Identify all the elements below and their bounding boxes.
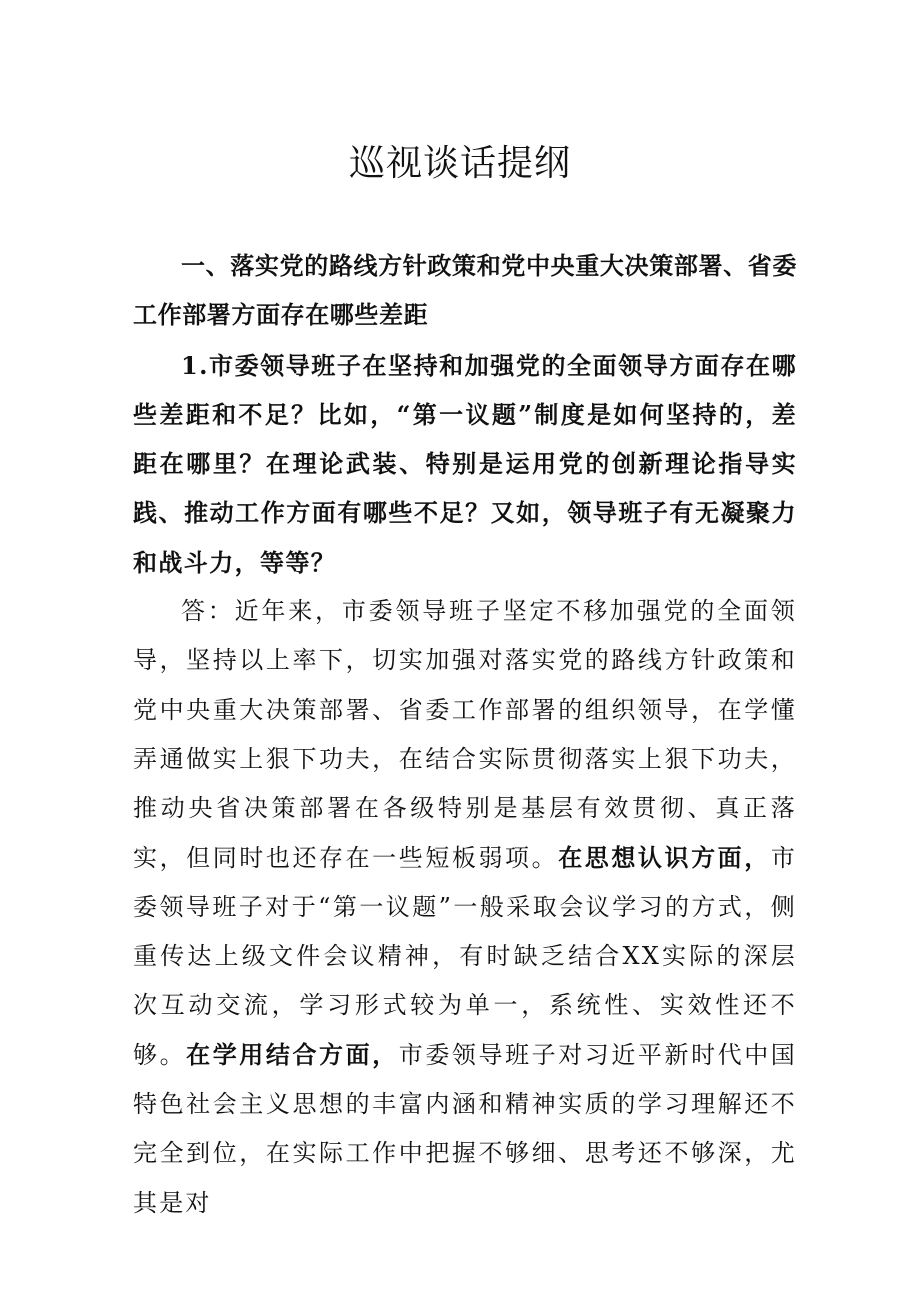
answer-paragraph <box>133 587 797 1228</box>
question-1: 1.市委领导班子在坚持和加强党的全面领导方面存在哪些差距和不足？比如，“第一议题”制度是如何坚持的，差距在哪里？在理论武装、特别是运用党的创新理论指导实践、推动工作方面有哪些不足？又如，领导班子有无凝聚力和战斗力，等等？ <box>133 350 797 577</box>
point1-text: 市委领导班子对于“第一议题”一般采取会议学习的方式，侧重传达上级文件会议精神，有时缺乏结合XX实际的深层次互动交流，学习形式较为单一，系统性、实效性还不够。 <box>133 843 798 1069</box>
point2-text: 市委领导班子对习近平新时代中国特色社会主义思想的丰富内涵和精神实质的学习理解还不完全到位，在实际工作中把握不够细、思考还不够深，尤其是对 <box>133 1040 798 1217</box>
answer-intro: 答：近年来，市委领导班子坚定不移加强党的全面领导，坚持以上率下，切实加强对落实党的路线方针政策和党中央重大决策部署、省委工作部署的组织领导，在学懂弄通做实上狠下功夫，在结合实际贯彻落实上狠下功夫，推动央省决策部署在各级特别是基层有效贯彻、真正落实，但同时也还存在一些短板弱项。 <box>133 597 797 872</box>
point2-label: 在学用结合方面， <box>186 1040 399 1069</box>
document-title: 巡视谈话提纲 <box>348 143 571 184</box>
document-body <box>133 242 797 1228</box>
section-heading: 一、落实党的路线方针政策和党中央重大决策部署、省委工作部署方面存在哪些差距 <box>133 252 797 330</box>
point1-label: 在思想认识方面， <box>558 843 771 872</box>
